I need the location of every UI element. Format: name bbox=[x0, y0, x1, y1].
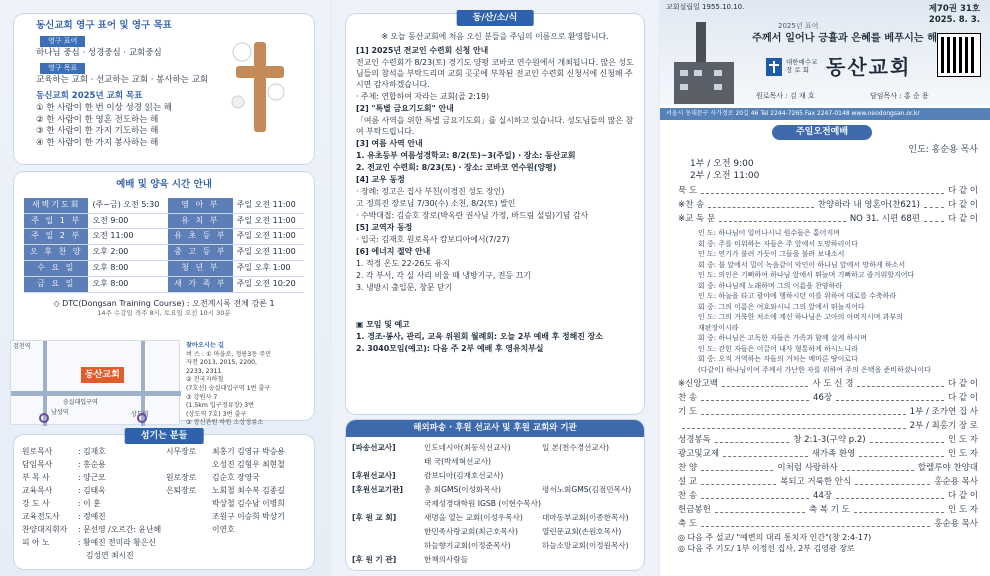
schedule-row: 주 일 1 부 오전 9:00 유 치 부 주일 오전 11:00 bbox=[24, 213, 304, 229]
order-row: 헌금봉헌 축 복 기 도 인 도 자 bbox=[678, 505, 978, 515]
missions-card bbox=[346, 420, 644, 570]
mission-row: [후 원 기 관] 한책의사람들 bbox=[352, 555, 469, 565]
theme-text: 주께서 일어나 긍휼과 은혜를 베푸시는 해 bbox=[752, 33, 938, 44]
next-week bbox=[678, 532, 978, 554]
qr-code-icon bbox=[938, 34, 980, 76]
order-row: ※신앙고백 사 도 신 경 다 같 이 bbox=[678, 379, 978, 389]
staff-row: 김성연 최시진 bbox=[86, 551, 134, 560]
news-heading: [4] 교우 동정 bbox=[356, 175, 405, 184]
order-row: 설 교 복되고 거룩한 안식 홍순용 목사 bbox=[678, 477, 978, 487]
staff-left bbox=[22, 445, 161, 562]
reading-line: 재판장이시라 bbox=[698, 323, 739, 332]
directions-line: ③ 장신관원 하원 소상정류소 bbox=[186, 419, 264, 427]
cover-header bbox=[660, 0, 990, 105]
news-heading: [6] 에너지 절약 안내 bbox=[356, 247, 431, 256]
staff-row: 교육전도사 : 정예진 bbox=[22, 512, 106, 521]
news-text: 고 정희진 장로님 7/30(수) 소천, 8/2(토) 발인 bbox=[356, 199, 516, 208]
mission-row: [후원선교기관] 총 회GMS(이성화목사) 평서노회GMS(김점민목사) bbox=[352, 485, 632, 495]
order-row: 2부 / 최홍기 장 로 bbox=[678, 419, 978, 433]
mission-row: 국제성경대학원 IGSB (이현수목사) bbox=[424, 499, 541, 509]
order-row: 광고및교제 새가족 환영 인 도 자 bbox=[678, 449, 978, 459]
left-panel bbox=[0, 0, 330, 576]
news-text: · 입국: 김재호 원로목사 캄보디아에서(7/27) bbox=[356, 235, 510, 244]
welcome-text: ※ 오늘 동산교회에 처음 오신 분들을 주님의 이름으로 환영합니다. bbox=[381, 32, 609, 41]
staff-row: 담임목사 : 홍순용 bbox=[22, 460, 106, 469]
goal-tag: 영구 목표 bbox=[40, 63, 85, 74]
schedule-row: 수 요 일 오후 8:00 청 년 부 주일 오후 1:00 bbox=[24, 261, 304, 277]
goal2025-item: ② 한 사람이 한 영혼 전도하는 해 bbox=[36, 114, 159, 125]
order-row: ※교 독 문 NO 31. 시편 68편 다 같 이 bbox=[678, 214, 978, 224]
order-row: 기 도 1부 / 조가연 집 사 bbox=[678, 407, 978, 417]
church-building-image bbox=[674, 22, 734, 104]
schedule-table bbox=[24, 198, 304, 293]
directions-line: (상도역 7호) 3번 출구 bbox=[186, 410, 247, 418]
news-text: 「여름 사역을 위한 특별 금요기도회」를 실시하고 있습니다. 성도님들의 많은 참여 부탁드립니다. bbox=[356, 116, 634, 136]
subway-icon bbox=[137, 413, 147, 423]
mission-row: [후원선교사] 캄보디아(김재호선교사) bbox=[352, 471, 504, 481]
schedule-row: 새벽기도회 (주~금) 오전 5:30 영 아 부 주일 오전 11:00 bbox=[24, 198, 304, 213]
directions-line: ③ 강원사 7 bbox=[186, 393, 218, 401]
news-text: 2. 각 부서, 각 실 사리 비울 때 냉방기구, 전등 끄기 bbox=[356, 271, 531, 280]
reading-line: 인 도: 하나님이 일어나시니 원수들은 흩어지며 bbox=[698, 229, 840, 237]
pastor-emeritus: 원로목사 : 김 재 호 bbox=[756, 92, 815, 100]
mission-row: [파송선교사] 인도네시아(최동식선교사) 일 본(천수경선교사) bbox=[352, 443, 610, 453]
subway-icon bbox=[39, 413, 49, 423]
reading-line: 인 도: 그의 거룩한 처소에 계신 하나님은 고아의 아버지시며 과부의 bbox=[698, 313, 903, 321]
senior-pastor: 담임목사 : 홍 순 용 bbox=[870, 92, 929, 100]
reading-line: (다같이) 하나님이여 주께서 가난한 자를 위하여 주의 은택을 준비하셨나이다 bbox=[698, 365, 931, 374]
directions-title: 찾아오시는 길 bbox=[186, 342, 225, 349]
missions-table bbox=[352, 441, 631, 567]
directions-line: 버 스 : ① 마을로, 정릉3동 주민 bbox=[186, 350, 272, 358]
right-panel bbox=[660, 0, 990, 576]
map-label: 숭실대입구역 bbox=[63, 399, 98, 406]
reading-line: 회 중: 하나님은 고독한 자들은 가족과 함께 살게 하시며 bbox=[698, 334, 867, 342]
reading-line: 인 도: 갇힌 자들은 이끌어 내사 형통하게 하시느니라 bbox=[698, 344, 858, 353]
news-heading: [3] 여름 사역 안내 bbox=[356, 139, 423, 148]
next-week-prayer: ◎ 다음 주 기도/ 1부 이정선 집사, 2부 김영광 장로 bbox=[678, 544, 855, 553]
order-row: 찬 송 46장 다 같 이 bbox=[678, 393, 978, 403]
staff-row: 원로장로 김순호 장영국 bbox=[166, 473, 260, 482]
staff-row: 피 아 노 : 황예진 전미라 황은신 bbox=[22, 538, 156, 547]
directions-line: 2233, 2311 bbox=[186, 367, 222, 375]
directions-line: (7호선) 숭실대입구역 1번 출구 bbox=[186, 384, 271, 392]
next-week-sermon: ◎ 다음 주 설교/ "예변의 대리 통치자 인간"(창 2:4-17) bbox=[678, 533, 872, 542]
motto-card bbox=[14, 14, 314, 164]
news-heading: [5] 교역자 동정 bbox=[356, 223, 413, 232]
reading-line: 회 중: 주를 미워하는 자들은 주 앞에서 도망하리이다 bbox=[698, 239, 858, 248]
cross-flower-image bbox=[224, 32, 294, 142]
schedule-title: 예배 및 양육 시간 안내 bbox=[116, 179, 212, 190]
directions-line: 자전 2013, 2015, 2200, bbox=[186, 359, 257, 367]
schedule-row: 오 후 찬 양 오후 2:00 중 고 등 부 주일 오전 11:00 bbox=[24, 245, 304, 261]
location-map bbox=[10, 340, 180, 425]
staff-right bbox=[166, 445, 285, 536]
meeting-item: 1. 경조·봉사, 관리, 교육 위원회 월례회: 오늘 2부 예배 후 정해진 장소 bbox=[356, 332, 603, 341]
staff-card bbox=[14, 431, 314, 569]
map-label: 상도역 bbox=[131, 411, 149, 418]
staff-row: 조원구 이승희 박상기 bbox=[212, 512, 285, 521]
theme-year: 2025년 표어 bbox=[778, 22, 819, 30]
staff-row: 오성진 김형우 최현철 bbox=[212, 460, 285, 469]
issue-date: 2025. 8. 3. bbox=[928, 15, 980, 26]
directions-line: ② 전국지하철 bbox=[186, 376, 224, 384]
reading-line: 회 중: 불 앞에서 밀이 녹음같이 악인이 하나님 앞에서 망하게 하소서 bbox=[698, 260, 906, 269]
mission-row: 태 국(박세혁선교사) bbox=[424, 457, 492, 467]
schedule-row: 금 요 일 오후 8:00 새 가 족 부 주일 오전 10:20 bbox=[24, 276, 304, 292]
issue-info bbox=[929, 4, 980, 27]
order-row: 축 도 홍순용 목사 bbox=[678, 519, 978, 529]
staff-row: 교육목사 : 김태욱 bbox=[22, 486, 106, 495]
news-text: · 수박대접: 김승호 장로(박옥란 권사님 가정, 바드림 설림)기념 감사 bbox=[356, 211, 589, 220]
news-title: 동/산/소/식 bbox=[457, 10, 534, 26]
order-row: 찬 양 이처럼 사랑하사 할렐루야 찬양대 bbox=[678, 463, 978, 473]
reading-line: 인 도: 의인은 기뻐하여 하나님 앞에서 뛰놀며 기뻐하고 즐거워할지어다 bbox=[698, 271, 915, 279]
map-label: 검천역 bbox=[13, 343, 31, 350]
staff-row: 부 목 사 : 양근모 bbox=[22, 473, 106, 482]
responsive-reading bbox=[678, 228, 978, 375]
news-body bbox=[346, 14, 644, 354]
news-text: 1. 유초등부 여름성경학교: 8/2(토)~3(주일) · 장소: 동산교회 bbox=[356, 151, 576, 160]
service-title: 주일오전예배 bbox=[772, 125, 872, 140]
staff-row: 은퇴장로 노회철 최수복 김종길 bbox=[166, 486, 285, 495]
news-text: 2. 전교인 수련회: 8/23(토) · 장소: 코바코 연수원(양평) bbox=[356, 163, 557, 172]
directions bbox=[186, 342, 316, 428]
reading-line: 회 중: 그의 이름은 여호와시니 그의 앞에서 뛰놀지어다 bbox=[698, 302, 865, 311]
news-card bbox=[346, 14, 644, 414]
reading-line: 회 중: 하나님께 노래하며 그의 이름을 찬양하라 bbox=[698, 281, 843, 290]
reading-line: 인 도: 연기가 불려 가듯이 그들을 불려 보내소서 bbox=[698, 250, 845, 258]
meeting-title: ▣ 모임 및 예고 bbox=[356, 320, 410, 329]
dtc-notice-sub: 14주 수강일 격주 8시, 토요일 오전 10시 30분 bbox=[97, 309, 231, 318]
mission-row: 한민족사랑교회(최근호목사) 열린문교회(손원호목사) bbox=[424, 527, 622, 537]
order-row: 찬 송 44장 다 같 이 bbox=[678, 491, 978, 501]
mission-row: [후 원 교 회] 새명을 열는 교회(이성우목사) 대마동부교회(이종한목사) bbox=[352, 513, 629, 523]
schedule-row: 주 일 2 부 오전 11:00 유 초 등 부 주일 오전 11:00 bbox=[24, 229, 304, 245]
church-logo-icon bbox=[766, 58, 782, 76]
order-of-worship bbox=[678, 184, 978, 554]
map-label: 남성역 bbox=[51, 409, 69, 416]
service-time: 2부 / 오전 11:00 bbox=[690, 171, 760, 181]
news-text: 전교인 수련회가 8/23(토) 경기도 양평 코바코 연수원에서 개최됩니다. 많은 성도님들의 참석을 부탁드리며 교회 곳곳에 부착된 전교인 수련회 신청서에 신청해 주시면 감사하겠습니다. bbox=[356, 58, 634, 89]
slogan-text: 하나님 중심 · 성경중심 · 교회중심 bbox=[36, 48, 162, 59]
goal2025-title: 동신교회 2025년 교회 목표 bbox=[36, 90, 143, 101]
news-text: 1. 적정 온도 22-26도 유지 bbox=[356, 259, 450, 268]
reading-line: 회 중: 오직 거역하는 자들의 거처는 메마른 땅이로다 bbox=[698, 355, 858, 363]
map-church-marker: 동산교회 bbox=[81, 367, 124, 383]
goal2025-item: ① 한 사람이 한 번 이상 성경 읽는 해 bbox=[36, 103, 172, 114]
founding-date: 교회설립일 1955.10.10. bbox=[666, 3, 745, 11]
issue-number: 제70권 31호 bbox=[928, 4, 980, 14]
directions-line: (1.5km 입구정류장) 3번 bbox=[186, 402, 255, 410]
staff-title: 섬기는 분들 bbox=[125, 428, 204, 444]
dtc-notice: ◇ DTC(Dongsan Training Course) : 오전계시록 전체 강론 1 bbox=[53, 298, 275, 308]
staff-row: 찬양대지휘자 : 문선영 /오르간: 윤난혜 bbox=[22, 525, 162, 534]
service-leader: 인도: 홍순용 목사 bbox=[908, 145, 978, 155]
middle-panel bbox=[332, 0, 658, 576]
church-name: 동산교회 bbox=[826, 55, 912, 79]
address-bar: 서울시 동대문구 사가정로 20길 46 Tel 2244-7265 Fax 2247-0148 www.neodongsan.or.kr bbox=[660, 108, 990, 120]
order-row: ※찬 송 찬양하라 내 영혼아(찬621) 다 같 이 bbox=[678, 200, 978, 210]
slogan-tag: 영구 표어 bbox=[40, 36, 85, 47]
staff-row: 시무장로 최홍기 김영규 박승용 bbox=[166, 447, 285, 456]
missions-title: 해외파송 · 후원 선교사 및 후원 교회와 기관 bbox=[346, 420, 644, 437]
motto-title: 동신교회 영구 표어 및 영구 목표 bbox=[36, 20, 172, 31]
news-text: 3. 냉방시 출입문, 창문 닫기 bbox=[356, 283, 453, 292]
staff-row: 박상철 김수남 이병희 bbox=[212, 499, 285, 508]
news-heading: [1] 2025년 전교인 수련회 신청 안내 bbox=[356, 46, 489, 55]
staff-row: 강 도 사 : 이 훈 bbox=[22, 499, 101, 508]
order-row: 묵 도 다 같 이 bbox=[678, 186, 978, 196]
reading-line: 인 도: 하늘을 타고 광야에 행하시던 이를 위하여 대로를 수축하라 bbox=[698, 292, 897, 300]
service-times bbox=[690, 158, 759, 182]
goal2025-item: ③ 한 사람이 한 가지 기도하는 해 bbox=[36, 126, 159, 137]
news-heading: [2] "특별 금요기도회" 안내 bbox=[356, 104, 454, 113]
staff-row: 이연호 bbox=[212, 525, 235, 534]
denomination: 대한예수교 장 로 회 bbox=[786, 58, 818, 74]
mission-row: 하늘향기교회(이정준목사) 하늘소망교회(이정원목사) bbox=[424, 541, 629, 551]
goal2025-item: ④ 한 사람이 한 가지 봉사하는 해 bbox=[36, 137, 159, 148]
goal-text: 교육하는 교회 · 선교하는 교회 · 봉사하는 교회 bbox=[36, 75, 209, 86]
order-row: 성경봉독 창 2:1-3(구약 p.2) 인 도 자 bbox=[678, 435, 978, 445]
service-time: 1부 / 오전 9:00 bbox=[690, 159, 754, 169]
staff-row: 원로목사 : 김재호 bbox=[22, 447, 106, 456]
news-text: · 장례: 정고은 집사 부친(이경진 성도 장인) bbox=[356, 187, 505, 196]
news-text: · 주제: 연합하여 자라는 교회(골 2:19) bbox=[356, 92, 490, 101]
meeting-item: 2. 3040모임(예고): 다음 주 2부 예배 후 영유치부실 bbox=[356, 344, 544, 353]
